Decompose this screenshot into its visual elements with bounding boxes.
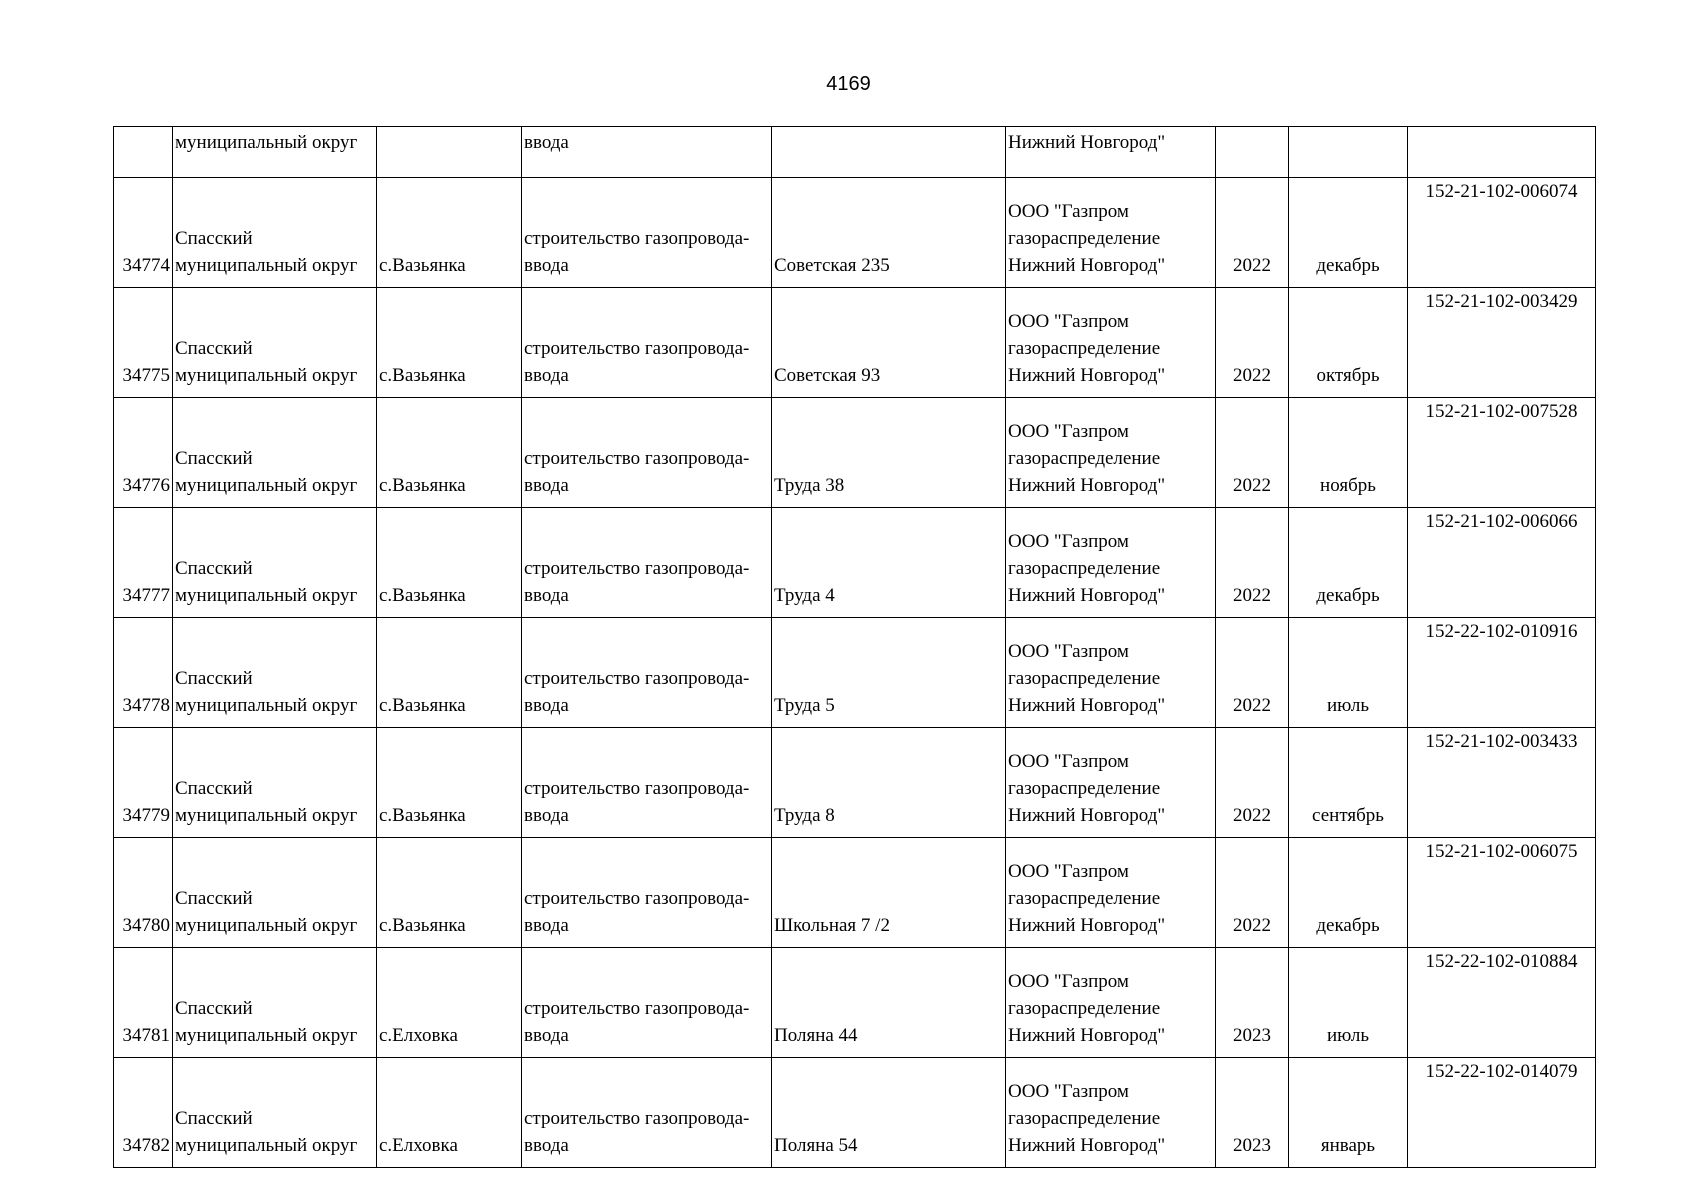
table-row: [114, 178, 1596, 288]
cell-organization-line-2: газораспределение: [1008, 228, 1161, 249]
cell-organization-line-2: газораспределение: [1008, 338, 1161, 359]
cell-work-type-line-2: ввода: [524, 805, 569, 826]
cell-number: 34780: [114, 838, 173, 948]
cell-organization-line-1: ООО "Газпром: [1008, 421, 1129, 442]
cell-organization-line-1: ООО "Газпром: [1008, 201, 1129, 222]
cell-code: 152-21-102-003429: [1408, 288, 1596, 398]
cell-settlement: [377, 127, 522, 178]
table-row: [114, 948, 1596, 1058]
cell-settlement: с.Вазьянка: [377, 398, 522, 508]
cell-month: июль: [1289, 618, 1408, 728]
table-body: [114, 127, 1596, 1168]
cell-work-type-line-2: ввода: [524, 695, 569, 716]
cell-address: Поляна 54: [772, 1058, 1006, 1168]
cell-work-type: [522, 618, 772, 728]
cell-work-type: [522, 178, 772, 288]
cell-month: сентябрь: [1289, 728, 1408, 838]
cell-organization-line-1: ООО "Газпром: [1008, 531, 1129, 552]
cell-number: 34774: [114, 178, 173, 288]
cell-code: 152-21-102-006066: [1408, 508, 1596, 618]
cell-district-line-1: Спасский: [175, 558, 253, 579]
cell-organization: [1006, 288, 1216, 398]
cell-district-line-1: Спасский: [175, 668, 253, 689]
cell-settlement: с.Вазьянка: [377, 728, 522, 838]
cell-work-type-line-2: ввода: [524, 475, 569, 496]
cell-work-type-line-1: строительство газопровода-: [524, 778, 750, 799]
cell-work-type: [522, 288, 772, 398]
cell-month: [1289, 127, 1408, 178]
cell-organization-line-3: Нижний Новгород": [1008, 915, 1166, 936]
continuation-row: [114, 127, 1596, 178]
cell-organization-line-3: Нижний Новгород": [1008, 365, 1166, 386]
cell-work-type: [522, 508, 772, 618]
cell-address: Труда 4: [772, 508, 1006, 618]
cell-organization: [1006, 178, 1216, 288]
cell-number: 34778: [114, 618, 173, 728]
cell-district-line-2: муниципальный округ: [175, 805, 358, 826]
cell-district: [173, 508, 377, 618]
cell-district: [173, 838, 377, 948]
cell-district-line-2: муниципальный округ: [175, 255, 358, 276]
cell-number: 34775: [114, 288, 173, 398]
cell-work-type: [522, 728, 772, 838]
cell-address: [772, 127, 1006, 178]
cell-organization-line-3: Нижний Новгород": [1008, 585, 1166, 606]
cell-month: декабрь: [1289, 508, 1408, 618]
cell-year: 2022: [1216, 288, 1289, 398]
cell-work-type-line-1: строительство газопровода-: [524, 1108, 750, 1129]
cell-district-line-2: муниципальный округ: [175, 695, 358, 716]
cell-code: 152-21-102-006075: [1408, 838, 1596, 948]
table-row: [114, 508, 1596, 618]
cell-organization-line-1: ООО "Газпром: [1008, 751, 1129, 772]
cell-work-type-line-1: строительство газопровода-: [524, 448, 750, 469]
cell-work-type: [522, 948, 772, 1058]
cell-organization: [1006, 1058, 1216, 1168]
table-row: [114, 398, 1596, 508]
cell-district: [173, 178, 377, 288]
cell-district: [173, 618, 377, 728]
cell-work-type-line-2: ввода: [524, 915, 569, 936]
cell-organization-line-2: газораспределение: [1008, 998, 1161, 1019]
cell-month: июль: [1289, 948, 1408, 1058]
cell-year: [1216, 127, 1289, 178]
cell-number: [114, 127, 173, 178]
cell-address: Труда 8: [772, 728, 1006, 838]
cell-year: 2022: [1216, 728, 1289, 838]
table-row: [114, 288, 1596, 398]
cell-district: [173, 948, 377, 1058]
cell-address: Труда 38: [772, 398, 1006, 508]
cell-settlement: с.Елховка: [377, 1058, 522, 1168]
cell-number: 34781: [114, 948, 173, 1058]
cell-work-type-line-1: строительство газопровода-: [524, 338, 750, 359]
cell-organization-line-3: Нижний Новгород": [1008, 805, 1166, 826]
table-row: [114, 1058, 1596, 1168]
cell-organization-line-3: Нижний Новгород": [1008, 695, 1166, 716]
cell-district: [173, 1058, 377, 1168]
cell-organization: [1006, 618, 1216, 728]
cell-organization-line-2: газораспределение: [1008, 448, 1161, 469]
cell-work-type-line-2: ввода: [524, 365, 569, 386]
cell-district-line-1: Спасский: [175, 998, 253, 1019]
cell-code: 152-21-102-007528: [1408, 398, 1596, 508]
cell-district-line-1: Спасский: [175, 338, 253, 359]
cell-organization: [1006, 398, 1216, 508]
cell-district-line-1: Спасский: [175, 228, 253, 249]
table-row: [114, 838, 1596, 948]
cell-district-line-1: Спасский: [175, 778, 253, 799]
cell-work-type: ввода: [522, 127, 772, 178]
cell-work-type: [522, 398, 772, 508]
cell-number: 34782: [114, 1058, 173, 1168]
cell-district-line-2: муниципальный округ: [175, 915, 358, 936]
cell-organization-line-3: Нижний Новгород": [1008, 1025, 1166, 1046]
cell-code: 152-21-102-006074: [1408, 178, 1596, 288]
gas-pipeline-registry-table: [113, 126, 1596, 1168]
cell-work-type-line-1: строительство газопровода-: [524, 228, 750, 249]
cell-year: 2022: [1216, 178, 1289, 288]
cell-code: 152-22-102-010884: [1408, 948, 1596, 1058]
cell-district: [173, 398, 377, 508]
cell-number: 34777: [114, 508, 173, 618]
cell-month: январь: [1289, 1058, 1408, 1168]
cell-district-line-1: Спасский: [175, 888, 253, 909]
cell-number: 34779: [114, 728, 173, 838]
cell-organization-line-2: газораспределение: [1008, 1108, 1161, 1129]
cell-organization-line-2: газораспределение: [1008, 558, 1161, 579]
cell-code: [1408, 127, 1596, 178]
cell-work-type-line-2: ввода: [524, 585, 569, 606]
cell-month: декабрь: [1289, 178, 1408, 288]
cell-district-line-2: муниципальный округ: [175, 585, 358, 606]
cell-year: 2022: [1216, 508, 1289, 618]
cell-district: [173, 728, 377, 838]
cell-district: [173, 288, 377, 398]
cell-month: ноябрь: [1289, 398, 1408, 508]
cell-year: 2023: [1216, 948, 1289, 1058]
cell-settlement: с.Вазьянка: [377, 288, 522, 398]
cell-organization: Нижний Новгород": [1006, 127, 1216, 178]
cell-address: Труда 5: [772, 618, 1006, 728]
cell-address: Советская 93: [772, 288, 1006, 398]
cell-work-type-line-2: ввода: [524, 1025, 569, 1046]
cell-district-line-2: муниципальный округ: [175, 1025, 358, 1046]
cell-organization-line-3: Нижний Новгород": [1008, 255, 1166, 276]
cell-year: 2022: [1216, 618, 1289, 728]
cell-district-line-2: муниципальный округ: [175, 365, 358, 386]
cell-year: 2022: [1216, 398, 1289, 508]
cell-settlement: с.Вазьянка: [377, 838, 522, 948]
cell-work-type-line-1: строительство газопровода-: [524, 558, 750, 579]
cell-district-line-2: муниципальный округ: [175, 475, 358, 496]
cell-settlement: с.Елховка: [377, 948, 522, 1058]
cell-organization: [1006, 728, 1216, 838]
cell-month: октябрь: [1289, 288, 1408, 398]
cell-organization-line-3: Нижний Новгород": [1008, 1135, 1166, 1156]
cell-code: 152-22-102-010916: [1408, 618, 1596, 728]
cell-settlement: с.Вазьянка: [377, 178, 522, 288]
cell-settlement: с.Вазьянка: [377, 508, 522, 618]
cell-organization-line-1: ООО "Газпром: [1008, 641, 1129, 662]
cell-work-type-line-1: строительство газопровода-: [524, 668, 750, 689]
cell-organization-line-2: газораспределение: [1008, 888, 1161, 909]
cell-settlement: с.Вазьянка: [377, 618, 522, 728]
cell-organization-line-2: газораспределение: [1008, 778, 1161, 799]
cell-district: муниципальный округ: [173, 127, 377, 178]
cell-work-type-line-2: ввода: [524, 1135, 569, 1156]
cell-district-line-1: Спасский: [175, 448, 253, 469]
cell-organization-line-1: ООО "Газпром: [1008, 1081, 1129, 1102]
cell-work-type: [522, 1058, 772, 1168]
cell-organization: [1006, 838, 1216, 948]
cell-year: 2022: [1216, 838, 1289, 948]
cell-code: 152-21-102-003433: [1408, 728, 1596, 838]
cell-number: 34776: [114, 398, 173, 508]
cell-work-type-line-1: строительство газопровода-: [524, 998, 750, 1019]
cell-work-type-line-1: строительство газопровода-: [524, 888, 750, 909]
cell-organization-line-1: ООО "Газпром: [1008, 971, 1129, 992]
cell-district-line-1: Спасский: [175, 1108, 253, 1129]
cell-organization-line-1: ООО "Газпром: [1008, 311, 1129, 332]
cell-address: Советская 235: [772, 178, 1006, 288]
table-row: [114, 728, 1596, 838]
page-number: 4169: [826, 73, 871, 95]
cell-work-type: [522, 838, 772, 948]
cell-address: Поляна 44: [772, 948, 1006, 1058]
cell-work-type-line-2: ввода: [524, 255, 569, 276]
cell-district-line-2: муниципальный округ: [175, 1135, 358, 1156]
cell-organization: [1006, 948, 1216, 1058]
cell-organization-line-3: Нижний Новгород": [1008, 475, 1166, 496]
cell-organization-line-1: ООО "Газпром: [1008, 861, 1129, 882]
cell-address: Школьная 7 /2: [772, 838, 1006, 948]
cell-year: 2023: [1216, 1058, 1289, 1168]
cell-month: декабрь: [1289, 838, 1408, 948]
cell-organization: [1006, 508, 1216, 618]
cell-organization-line-2: газораспределение: [1008, 668, 1161, 689]
table-row: [114, 618, 1596, 728]
cell-code: 152-22-102-014079: [1408, 1058, 1596, 1168]
